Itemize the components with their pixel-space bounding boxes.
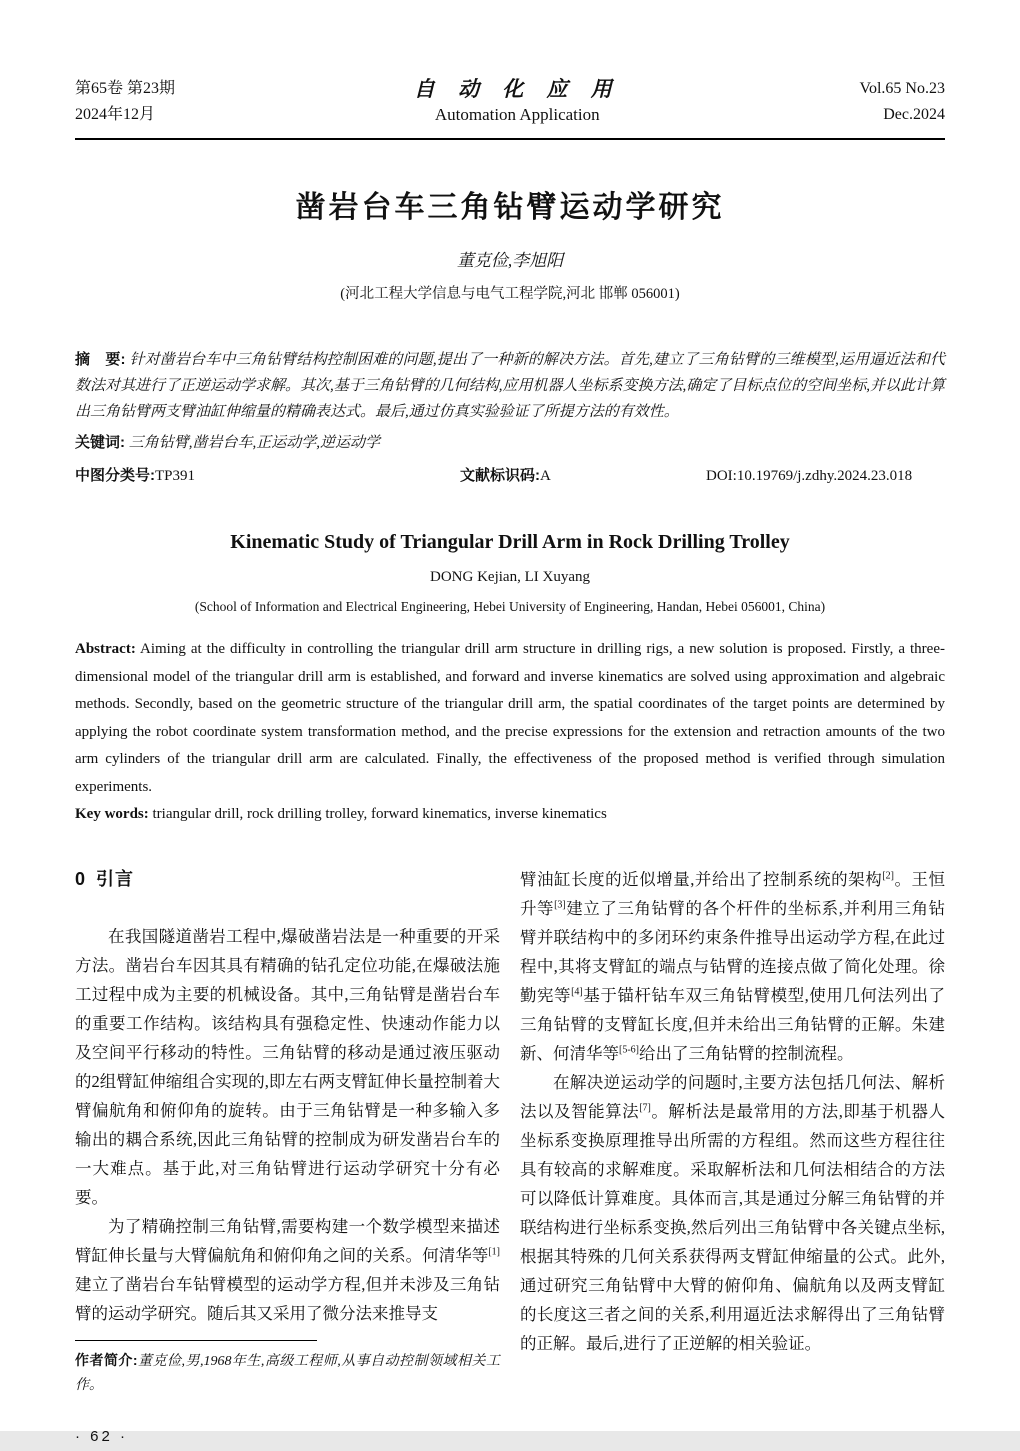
keywords-zh-label: 关键词: [75,434,125,451]
journal-name-zh: 自 动 化 应 用 [413,77,621,101]
abstract-en-label: Abstract: [75,641,136,657]
volume-issue-zh: 第65卷 第23期 [75,80,176,97]
doc-code-item [460,463,706,489]
article-title-en: Kinematic Study of Triangular Drill Arm in Rock Drilling Trolley [230,531,790,553]
citation-ref: [4] [571,986,583,997]
citation-ref: [3] [554,899,566,910]
affiliation-en: (School of Information and Electrical Engineering, Hebei University of Engineering, Handan, Hebei 056001, China) [194,599,826,614]
author-bio-text: 董克俭,男,1968年生,高级工程师,从事自动控制领域相关工作。 [75,1353,500,1393]
column-right [520,865,945,1451]
left-paragraphs [75,922,500,1328]
date-zh: 2024年12月 [75,106,156,123]
clc-value: TP391 [155,468,196,484]
keywords-zh-text: 三角钻臂,凿岩台车,正运动学,逆运动学 [128,435,381,451]
doc-code-value: A [540,468,551,484]
abstract-zh [75,347,945,425]
page-number: · 62 · [75,1427,129,1445]
keywords-en [75,801,945,829]
affiliation-zh: (河北工程大学信息与电气工程学院,河北 邯郸 056001) [340,286,680,302]
keywords-zh [75,430,945,456]
clc-label: 中图分类号: [75,467,155,484]
section-heading-introduction: 0 引言 [75,868,135,889]
volume-issue-en: Vol.65 No.23 [859,80,945,97]
author-bio-label: 作者简介: [75,1351,138,1368]
body-paragraph: 臂油缸长度的近似增量,并给出了控制系统的架构[2]。王恒升等[3]建立了三角钻臂的各个杆件的坐标系,并利用三角钻臂并联结构中的多闭环约束条件推导出运动学方程,在此过程中,其将支臂缸的端点与钻臂的连接点做了简化处理。徐勤宪等[4]基于锚杆钻车双三角钻臂模型,使用几何法列出了三角钻臂的支臂缸长度,但并未给出三角钻臂的正解。朱建新、何清华等[5-6]给出了三角钻臂的控制流程。 [520,869,946,1063]
abstract-en [75,636,945,801]
journal-name-block [414,76,621,128]
header-issue-block [75,76,175,128]
citation-ref: [2] [882,870,894,881]
citation-ref: [7] [639,1102,651,1113]
abstract-en-text: Aiming at the difficulty in controlling the triangular drill arm structure in drilling rigs, a new solution is proposed. Firstly, a three-dimensional model of the triangular drill arm is established, and forward and inverse kinematics are solved using approximation and algebraic methods. Secondly, based on the geometric structure of the triangular drill arm, the spatial coordinates of the target points are determined by applying the robot coordinate system transformation method, and the precise expressions for the extension and retraction amounts of the two arm cylinders of the triangular drill arm are calculated. Finally, the effectiveness of the proposed method is verified through simulation experiments. [75,641,945,795]
body-paragraph: 在解决逆运动学的问题时,主要方法包括几何法、解析法以及智能算法[7]。解析法是最常用的方法,即基于机器人坐标系变换原理推导出所需的方程组。然而这些方程往往具有较高的求解难度。采取解析法和几何法相结合的方法可以降低计算难度。具体而言,其是通过分解三角钻臂的并联结构进行坐标系变换,然后列出三角钻臂中各关键点坐标,根据其特殊的几何关系获得两支臂缸伸缩量的公式。此外,通过研究三角钻臂中大臂的俯仰角、偏航角以及两支臂缸的长度这三者之间的关系,利用逼近法求解得出了三角钻臂的正解。最后,进行了正逆解的相关验证。 [520,1072,946,1353]
author-bio-footnote [75,1340,500,1398]
abstract-zh-text: 针对凿岩台车中三角钻臂结构控制困难的问题,提出了一种新的解决方法。首先,建立了三角钻臂的三维模型,运用逼近法和代数法对其进行了正逆运动学求解。其次,基于三角钻臂的几何结构,应用机器人坐标系变换方法,确定了目标点位的空间坐标,并以此计算出三角钻臂两支臂油缸伸缩量的精确表达式。最后,通过仿真实验验证了所提方法的有效性。 [75,352,946,420]
doi-value: 10.19769/j.zdhy.2024.23.018 [736,468,913,484]
journal-name-en: Automation Application [434,105,600,124]
authors-en: DONG Kejian, LI Xuyang [430,569,590,585]
doi-label: DOI: [706,468,737,484]
keywords-en-label: Key words: [75,806,149,822]
journal-header [75,76,945,140]
date-en: Dec.2024 [883,106,945,123]
right-paragraphs [520,865,945,1358]
authors-zh: 董克俭,李旭阳 [456,251,564,270]
body-columns [75,865,945,1451]
doc-code-label: 文献标识码: [460,467,540,484]
clc-item [75,463,460,489]
body-paragraph: 在我国隧道凿岩工程中,爆破凿岩法是一种重要的开采方法。凿岩台车因其具有精确的钻孔定位功能,在爆破法施工过程中成为主要的机械设备。其中,三角钻臂是凿岩台车的重要工作结构。该结构具有强稳定性、快速动作能力以及空间平行移动的特性。三角钻臂的移动是通过液压驱动的2组臂缸伸缩组合实现的,即左右两支臂缸伸长量控制着大臂偏航角和俯仰角的旋转。由于三角钻臂是一种多输入多输出的耦合系统,因此三角钻臂的控制成为研发凿岩台车的一大难点。基于此,对三角钻臂进行运动学研究十分有必要。 [75,926,500,1207]
keywords-en-text: triangular drill, rock drilling trolley, forward kinematics, inverse kinematics [152,806,607,822]
citation-ref: [5-6] [619,1044,639,1055]
header-volume-block [859,76,945,128]
citation-ref: [1] [488,1246,500,1257]
doi-item [706,463,945,489]
abstract-zh-label: 摘 要: [75,351,126,368]
article-title-zh: 凿岩台车三角钻臂运动学研究 [295,191,725,224]
body-paragraph: 为了精确控制三角钻臂,需要构建一个数学模型来描述臂缸伸长量与大臂偏航角和俯仰角之间的关系。何清华等[1]建立了凿岩台车钻臂模型的运动学方程,但并未涉及三角钻臂的运动学研究。随后其又采用了微分法来推导支 [75,1216,500,1323]
classification-row [75,463,945,489]
column-left [75,865,500,1451]
footnote-rule [75,1340,317,1341]
